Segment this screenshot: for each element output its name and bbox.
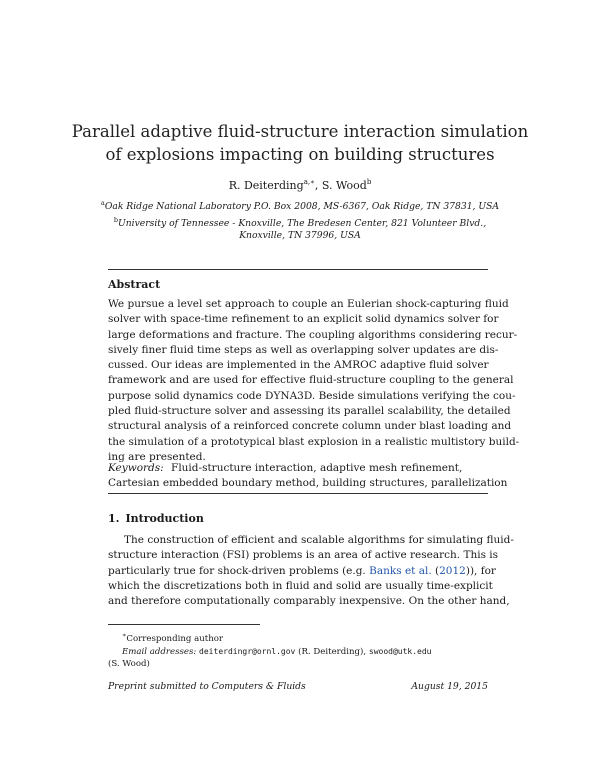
intro-line: The construction of efficient and scalable algorithms for simulating fluid- bbox=[124, 534, 514, 546]
paper-title bbox=[60, 120, 540, 166]
abstract-body bbox=[108, 297, 520, 465]
abstract-top-rule bbox=[108, 269, 488, 270]
intro-line: which the discretizations both in fluid and solid are usually time-explicit bbox=[108, 579, 493, 592]
abstract-bottom-rule bbox=[108, 493, 488, 494]
abstract-line: ing are presented. bbox=[108, 450, 206, 463]
abstract-line: the simulation of a prototypical blast explosion in a realistic multistory build- bbox=[108, 435, 520, 448]
intro-line: structure interaction (FSI) problems is an area of active research. This is bbox=[108, 549, 499, 562]
abstract-line: cussed. Our ideas are implemented in the AMROC adaptive fluid solver bbox=[108, 359, 489, 372]
abstract-line: pled fluid-structure solver and assessing its parallel scalability, the detailed bbox=[108, 405, 511, 418]
footer-submission: Preprint submitted to Computers & Fluids bbox=[108, 681, 306, 692]
abstract-heading: Abstract bbox=[108, 278, 161, 291]
abstract-line: structural analysis of a reinforced concrete column under blast loading and bbox=[108, 420, 512, 433]
email-label: Email addresses: bbox=[122, 646, 197, 657]
keywords-line-2: Cartesian embedded boundary method, building structures, parallelization bbox=[108, 477, 508, 490]
email-owner: (S. Wood) bbox=[108, 659, 150, 670]
title-line-1: Parallel adaptive fluid-structure interaction simulation bbox=[71, 122, 529, 141]
email-link[interactable]: deiterdingr@ornl.gov bbox=[199, 646, 296, 656]
intro-text: particularly true for shock-driven problems (e.g. bbox=[108, 564, 370, 577]
footnotes bbox=[108, 629, 488, 671]
abstract-line: framework and are used for effective fluid-structure coupling to the general bbox=[108, 374, 514, 387]
keywords bbox=[108, 461, 508, 492]
intro-text: )), for bbox=[465, 564, 496, 577]
footnote-text: Corresponding author bbox=[126, 634, 224, 644]
author-affiliation-mark: a,∗ bbox=[303, 178, 315, 186]
section-number: 1. bbox=[108, 512, 120, 525]
title-line-2: of explosions impacting on building structures bbox=[105, 145, 495, 164]
keywords-line-1 bbox=[108, 461, 488, 476]
author-list bbox=[0, 178, 600, 192]
citation-author-link[interactable]: Banks et al. bbox=[369, 564, 432, 577]
footer-date: August 19, 2015 bbox=[411, 681, 488, 692]
abstract-line: large deformations and fracture. The coupling algorithms considering recur- bbox=[108, 328, 518, 341]
abstract-line: purpose solid dynamics code DYNA3D. Beside simulations verifying the cou- bbox=[108, 389, 516, 402]
section-heading bbox=[108, 512, 204, 525]
affiliation-text: University of Tennessee - Knoxville, The Bredesen Center, 821 Volunteer Blvd., bbox=[118, 217, 487, 229]
abstract-line: We pursue a level set approach to couple an Eulerian shock-capturing fluid bbox=[108, 298, 509, 310]
intro-line: and therefore computationally comparably inexpensive. On the other hand, bbox=[108, 595, 510, 608]
affiliation-mark: a bbox=[100, 199, 105, 207]
author-name: S. Wood bbox=[321, 179, 367, 192]
author-name: R. Deiterding bbox=[228, 179, 304, 192]
footnote-mark: ∗ bbox=[122, 631, 127, 639]
email-owner: (R. Deiterding), bbox=[295, 646, 369, 657]
affiliation-text: Oak Ridge National Laboratory P.O. Box 2008, MS-6367, Oak Ridge, TN 37831, USA bbox=[104, 201, 500, 212]
section-title: Introduction bbox=[125, 512, 204, 525]
intro-line bbox=[108, 564, 496, 579]
citation-year-link[interactable]: 2012 bbox=[439, 564, 466, 577]
footnote-corresponding bbox=[108, 629, 488, 646]
abstract-line: solver with space-time refinement to an explicit solid dynamics solver for bbox=[108, 313, 499, 326]
abstract-line: sively finer fluid time steps as well as overlapping solver updates are dis- bbox=[108, 343, 499, 356]
author-affiliation-mark: b bbox=[366, 178, 372, 186]
affiliations bbox=[80, 197, 520, 243]
email-link[interactable]: swood@utk.edu bbox=[368, 646, 432, 656]
affiliation-b bbox=[80, 214, 520, 231]
affiliation-b-cont: Knoxville, TN 37996, USA bbox=[239, 230, 361, 241]
keywords-label: Keywords: bbox=[108, 462, 164, 474]
affiliation-mark: b bbox=[113, 215, 119, 224]
citation-paren: ( bbox=[431, 564, 440, 577]
footnote-rule bbox=[108, 624, 260, 625]
keywords-text: Fluid-structure interaction, adaptive mesh refinement, bbox=[171, 462, 463, 474]
author-separator: , bbox=[314, 179, 322, 192]
intro-paragraph bbox=[108, 533, 514, 609]
affiliation-a bbox=[80, 197, 520, 214]
footnote-emails bbox=[108, 646, 488, 659]
